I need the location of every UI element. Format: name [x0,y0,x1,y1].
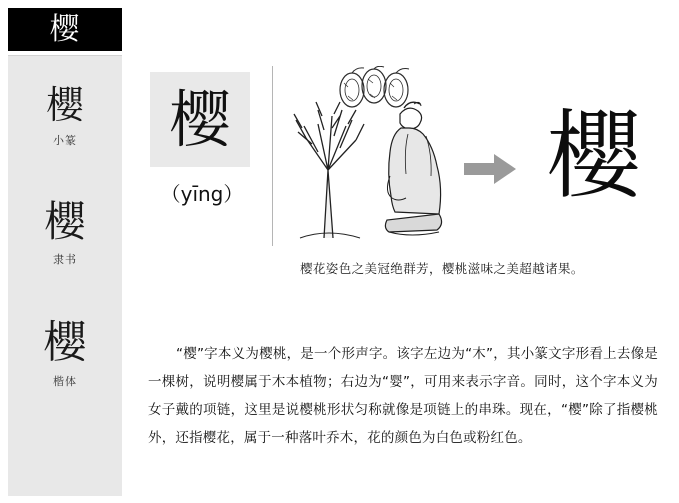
page-title [8,8,122,51]
arrow-right-icon [464,154,516,184]
script-item-label: 楷体 [53,375,77,388]
page-title-char: 樱 [49,11,81,47]
script-item-regular [8,317,122,389]
illustration-svg [288,66,453,244]
illustration [288,66,664,246]
seal-script-large-glyph: 櫻 [546,100,642,212]
clerical-script-glyph: 櫻 [43,197,86,246]
script-item-clerical [8,197,122,267]
headword-box [150,72,250,167]
script-evolution-panel [8,55,122,496]
script-item-seal [8,83,122,148]
vertical-divider [272,66,273,246]
regular-script-glyph: 櫻 [43,317,87,368]
headword-char: 樱 [168,82,231,156]
script-item-label: 小篆 [53,134,77,147]
sidebar [0,0,130,503]
script-item-label: 隶书 [53,253,77,266]
illustration-caption: 樱花姿色之美冠绝群芳，樱桃滋味之美超越诸果。 [300,261,584,276]
explanation-paragraph: “樱”字本义为樱桃，是一个形声字。该字左边为“木”，其小篆文字形看上去像是一棵树，说明樱属于木本植物；右边为“婴”，可用来表示字音。同时，这个字本义为女子戴的项链，这里是说樱桃形状匀称就像是项链上的串珠。现在，“樱”除了指樱桃外，还指樱花，属于一种落叶乔木，花的颜色为白色或粉红色。 [148,346,658,446]
illustration-drawing [288,66,453,244]
seal-script-glyph: 櫻 [45,83,84,127]
headword-pinyin: （yīng） [160,182,244,206]
